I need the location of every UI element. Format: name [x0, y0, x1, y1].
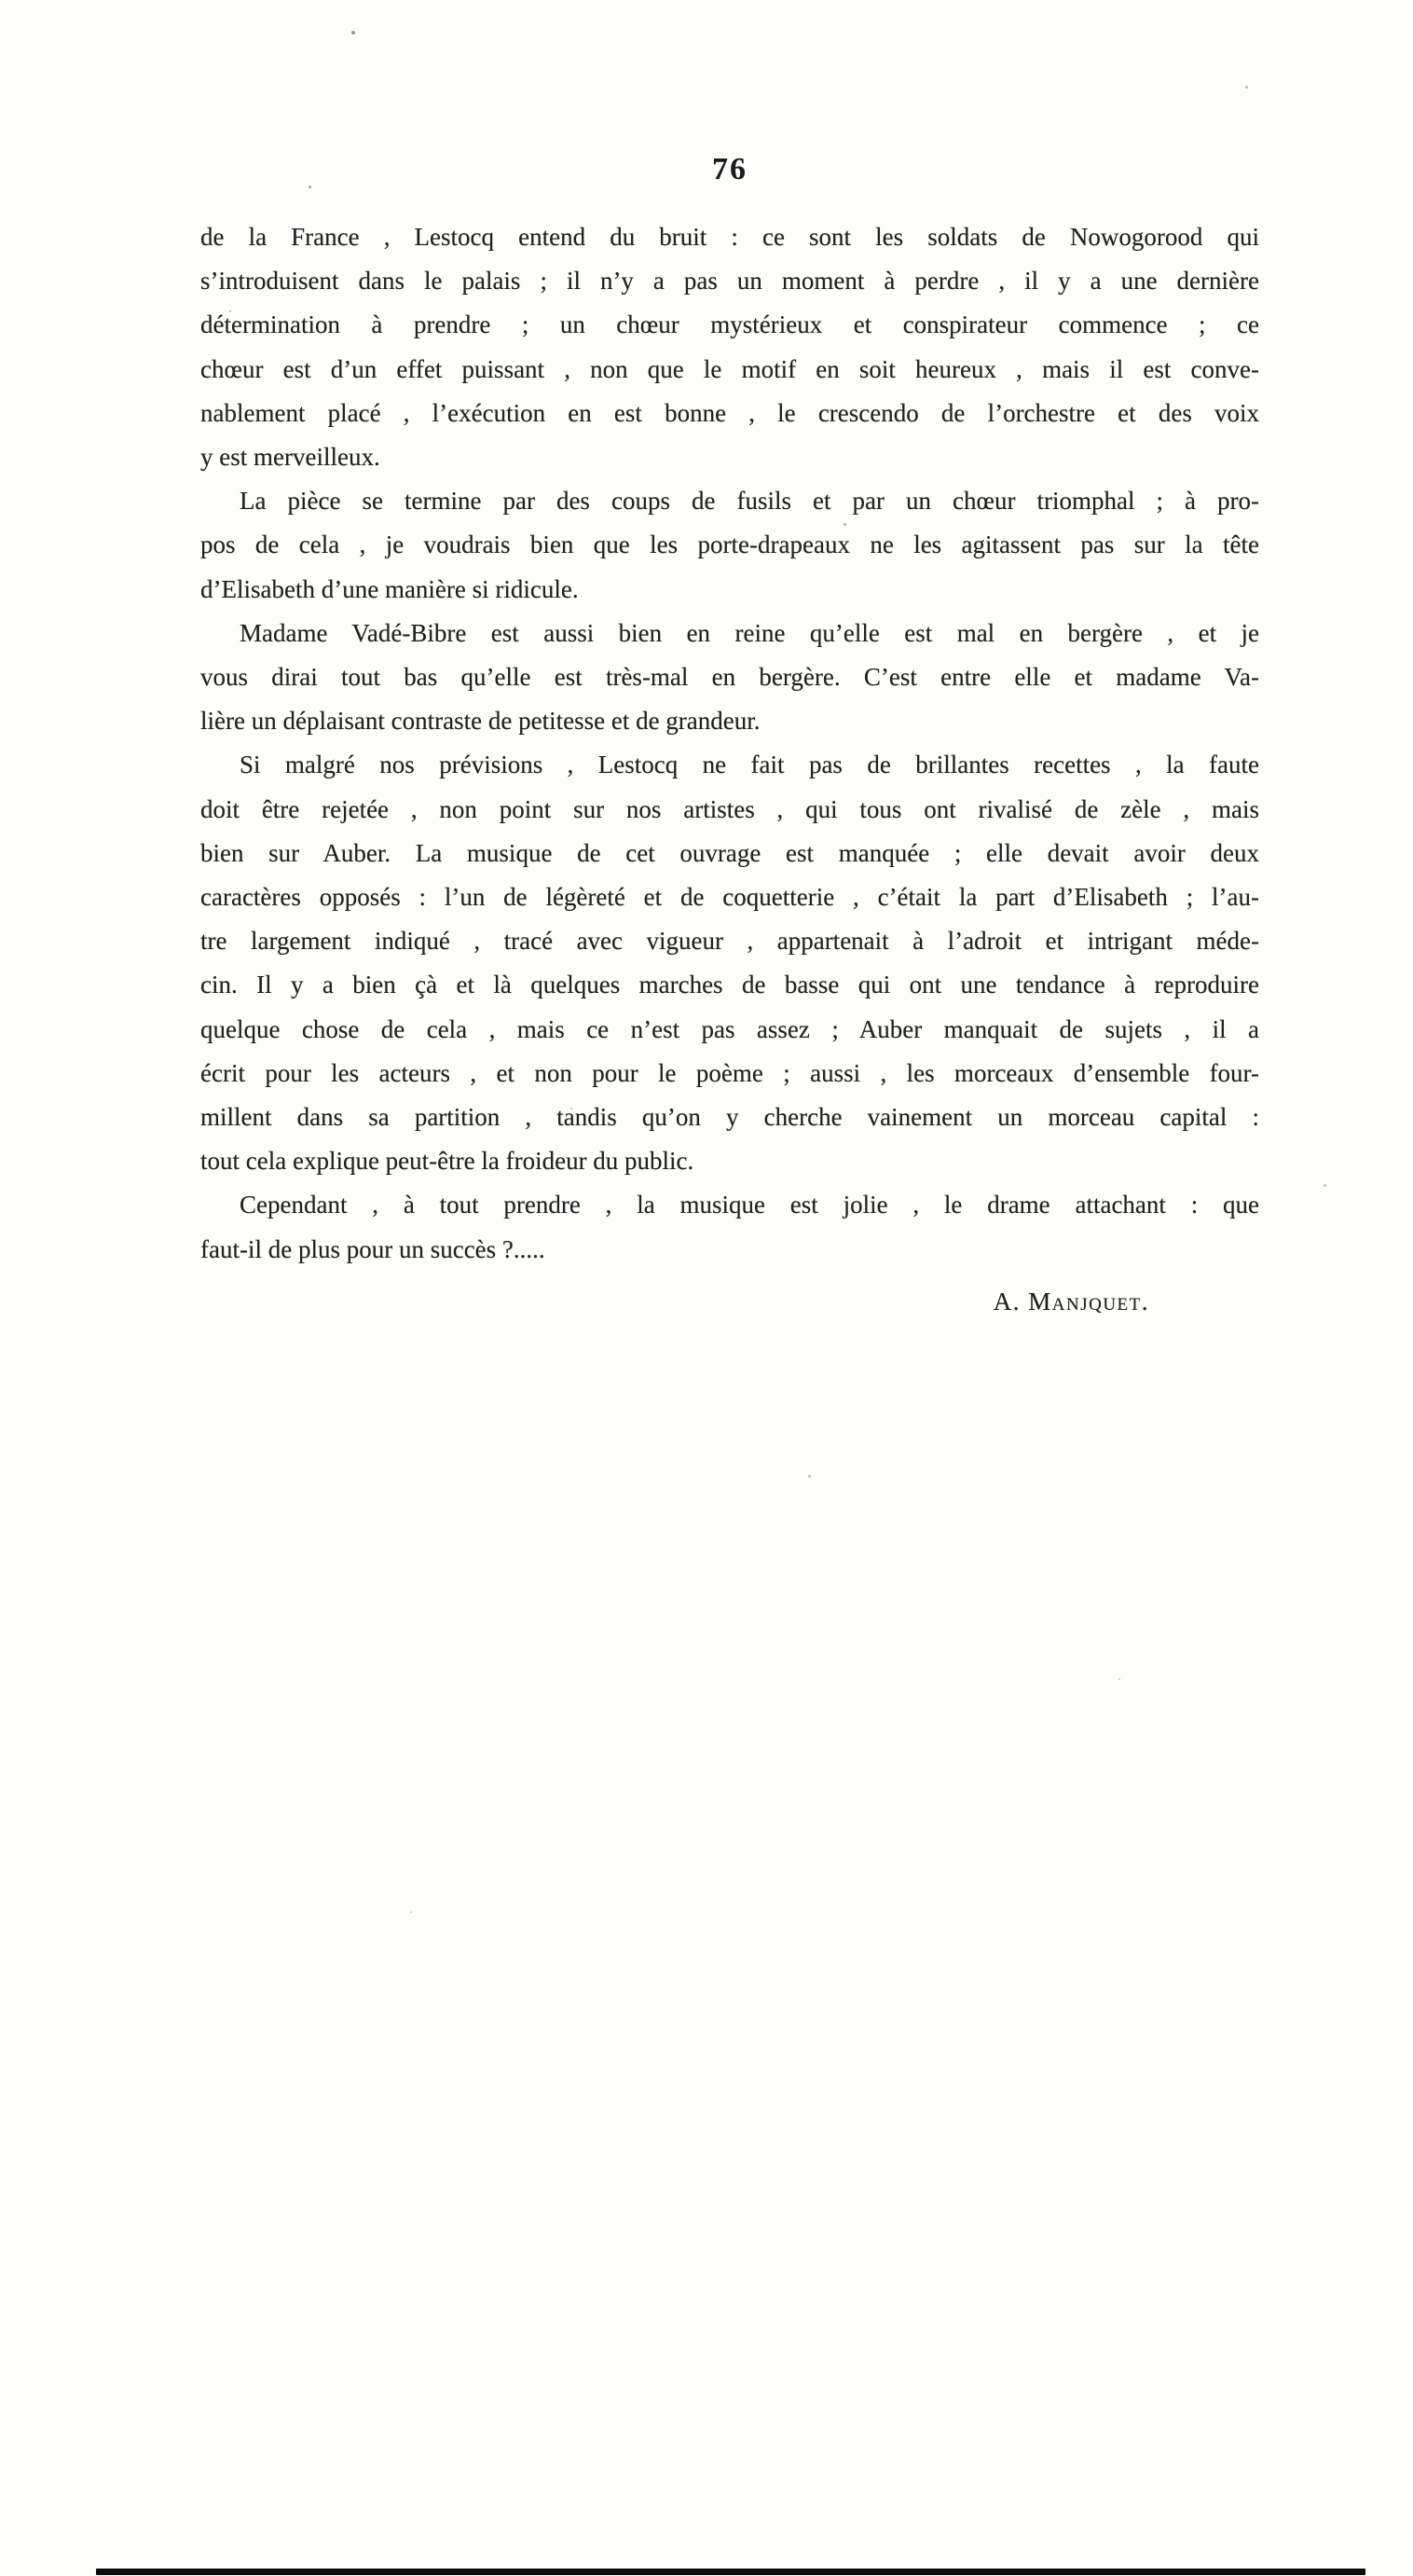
text-line: d’Elisabeth d’une manière si ridicule. — [200, 574, 579, 603]
text-line: s’introduisent dans le palais ; il n’y a pas un moment à perdre , il y a une dernière — [200, 267, 1259, 296]
scan-speck — [309, 186, 311, 188]
text-line: faut-il de plus pour un succès ?..... — [200, 1234, 545, 1263]
scan-speck — [1018, 892, 1021, 895]
scan-speck — [410, 1911, 412, 1913]
text-line: caractères opposés : l’un de légèreté et de coquetterie , c’était la part d’Elisabeth ; l’au- — [200, 883, 1259, 912]
scan-speck — [1118, 1678, 1120, 1680]
text-line: détermination à prendre ; un chœur mystérieux et conspirateur commence ; ce — [200, 310, 1259, 339]
text-line: cin. Il y a bien çà et là quelques marches de basse qui ont une tendance à reproduire — [200, 971, 1259, 999]
scan-speck — [570, 1108, 572, 1109]
text-line: quelque chose de cela , mais ce n’est pas assez ; Auber manquait de sujets , il a — [200, 1014, 1259, 1043]
scan-speck — [229, 310, 231, 312]
text-line: vous dirai tout bas qu’elle est très-mal en bergère. C’est entre elle et madame Va- — [200, 663, 1259, 692]
text-line: Cependant , à tout prendre , la musique est jolie , le drame attachant : que — [240, 1191, 1259, 1219]
text-line: La pièce se termine par des coups de fusils et par un chœur triomphal ; à pro- — [240, 487, 1259, 516]
text-line: doit être rejetée , non point sur nos artistes , qui tous ont rivalisé de zèle , mais — [200, 794, 1259, 823]
text-line: chœur est d’un effet puissant , non que le motif en soit heureux , mais il est conve- — [200, 354, 1259, 383]
scan-speck — [1245, 86, 1248, 89]
page-number: 76 — [712, 152, 748, 186]
scan-speck — [808, 1475, 811, 1478]
text-line: pos de cela , je voudrais bien que les porte-drapeaux ne les agitassent pas sur la tête — [200, 530, 1259, 559]
text-line: bien sur Auber. La musique de cet ouvrage est manquée ; elle devait avoir deux — [200, 838, 1259, 867]
scan-speck — [351, 31, 355, 34]
scan-speck — [844, 523, 846, 526]
scan-artifact-bar — [96, 2569, 1365, 2575]
text-line: écrit pour les acteurs , et non pour le poème ; aussi , les morceaux d’ensemble four- — [200, 1058, 1259, 1087]
text-line: nablement placé , l’exécution en est bonne , le crescendo de l’orchestre et des voix — [200, 398, 1259, 427]
text-line: Si malgré nos prévisions , Lestocq ne fait pas de brillantes recettes , la faute — [240, 751, 1259, 779]
text-line: lière un déplaisant contraste de petitesse et de grandeur. — [200, 707, 761, 736]
text-line: de la France , Lestocq entend du bruit : ce sont les soldats de Nowogorood qui — [200, 223, 1259, 251]
scan-speck — [1324, 1184, 1326, 1187]
text-line: tout cela explique peut-être la froideur du public. — [200, 1147, 694, 1176]
text-line: y est merveilleux. — [200, 443, 380, 472]
page-body — [200, 215, 1259, 1272]
author-signature: A. Manjquet. — [993, 1288, 1149, 1316]
text-line: tre largement indiqué , tracé avec vigueur , appartenait à l’adroit et intrigant méde- — [200, 927, 1259, 956]
text-line: Madame Vadé-Bibre est aussi bien en reine qu’elle est mal en bergère , et je — [240, 618, 1259, 647]
text-line: millent dans sa partition , tandis qu’on y cherche vainement un morceau capital : — [200, 1103, 1259, 1132]
